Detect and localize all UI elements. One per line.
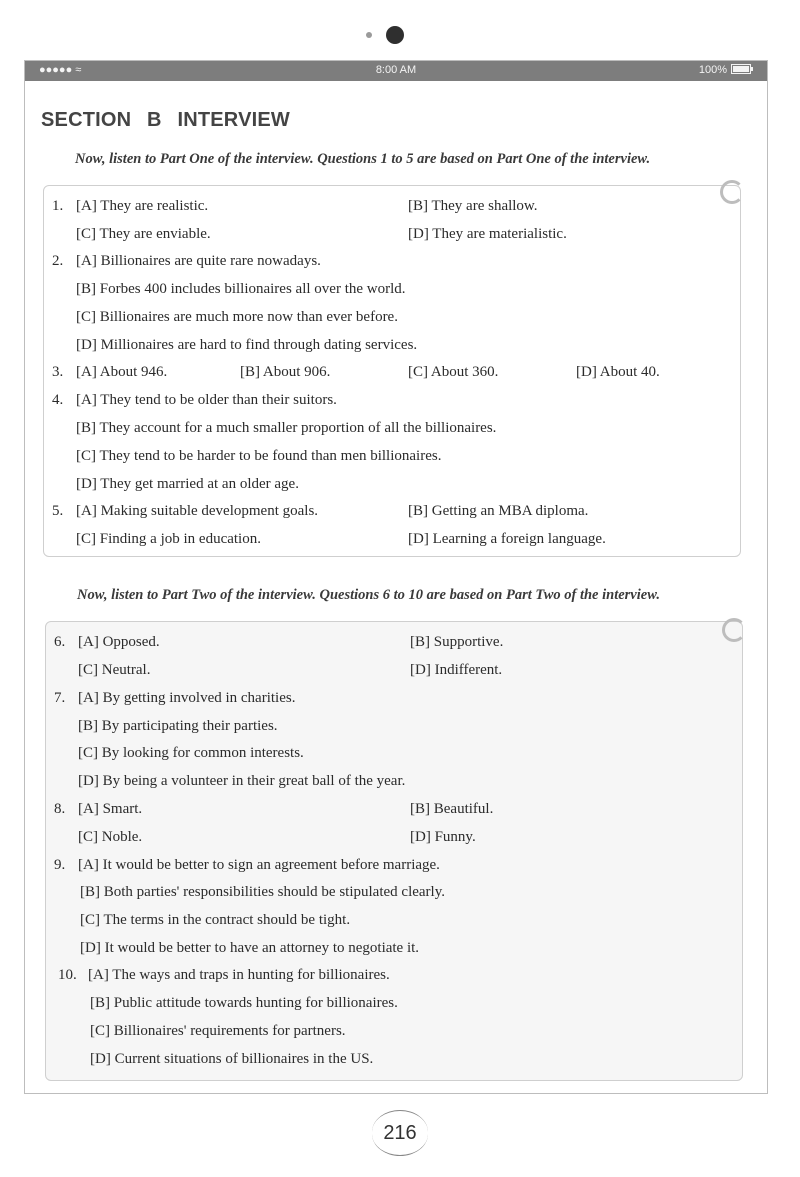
option-a[interactable]: [A] It would be better to sign an agreement before marriage. — [78, 857, 440, 873]
sensor-dot — [366, 32, 372, 38]
option-c[interactable]: [C] About 360. — [408, 364, 499, 380]
option-c[interactable]: [C] Neutral. — [78, 662, 151, 678]
question-number: 7. — [54, 690, 66, 706]
option-b[interactable]: [B] They are shallow. — [408, 198, 538, 214]
option-d[interactable]: [D] Funny. — [410, 829, 476, 845]
option-d[interactable]: [D] Millionaires are hard to find through dating services. — [76, 337, 418, 353]
option-c[interactable]: [C] The terms in the contract should be tight. — [80, 912, 351, 928]
option-c[interactable]: [C] By looking for common interests. — [78, 745, 304, 761]
page-number: 216 — [372, 1110, 428, 1156]
option-c[interactable]: [C] They tend to be harder to be found than men billionaires. — [76, 448, 442, 464]
binder-ring-icon — [720, 180, 744, 204]
question-number: 8. — [54, 801, 66, 817]
status-bar — [25, 61, 767, 81]
option-b[interactable]: [B] Getting an MBA diploma. — [408, 503, 589, 519]
signal-indicator: ●●●●● ≈ — [39, 64, 82, 76]
question-number: 2. — [52, 253, 64, 269]
option-a[interactable]: [A] Billionaires are quite rare nowadays. — [76, 253, 321, 269]
option-c[interactable]: [C] Billionaires' requirements for partners. — [90, 1023, 346, 1039]
option-a[interactable]: [A] The ways and traps in hunting for billionaires. — [88, 967, 390, 983]
option-d[interactable]: [D] Current situations of billionaires in the US. — [90, 1051, 374, 1067]
part-one-instruction: Now, listen to Part One of the interview. Questions 1 to 5 are based on Part One of the interview. — [75, 151, 651, 167]
option-a[interactable]: [A] Opposed. — [78, 634, 160, 650]
option-a[interactable]: [A] By getting involved in charities. — [78, 690, 296, 706]
option-a[interactable]: [A] About 946. — [76, 364, 168, 380]
question-number: 9. — [54, 857, 66, 873]
part-two-instruction: Now, listen to Part Two of the interview. Questions 6 to 10 are based on Part Two of the interview. — [77, 587, 660, 603]
question-number: 4. — [52, 392, 64, 408]
option-b[interactable]: [B] Supportive. — [410, 634, 504, 650]
part-two-questions — [45, 621, 743, 1081]
camera-dot — [386, 26, 404, 44]
status-time: 8:00 AM — [375, 64, 417, 76]
section-title: SECTION B INTERVIEW — [41, 109, 291, 131]
option-d[interactable]: [D] It would be better to have an attorney to negotiate it. — [80, 940, 420, 956]
option-b[interactable]: [B] They account for a much smaller proportion of all the billionaires. — [76, 420, 497, 436]
option-b[interactable]: [B] Public attitude towards hunting for billionaires. — [90, 995, 398, 1011]
option-b[interactable]: [B] Forbes 400 includes billionaires all over the world. — [76, 281, 406, 297]
option-a[interactable]: [A] They are realistic. — [76, 198, 209, 214]
option-d[interactable]: [D] They are materialistic. — [408, 226, 567, 242]
question-number: 3. — [52, 364, 64, 380]
option-b[interactable]: [B] Beautiful. — [410, 801, 494, 817]
question-number: 6. — [54, 634, 66, 650]
option-b[interactable]: [B] Both parties' responsibilities should be stipulated clearly. — [80, 884, 445, 900]
option-c[interactable]: [C] They are enviable. — [76, 226, 211, 242]
option-c[interactable]: [C] Noble. — [78, 829, 143, 845]
option-d[interactable]: [D] Learning a foreign language. — [408, 531, 606, 547]
binder-ring-icon — [722, 618, 746, 642]
option-d[interactable]: [D] By being a volunteer in their great ball of the year. — [78, 773, 406, 789]
battery-indicator — [699, 64, 751, 76]
option-b[interactable]: [B] About 906. — [240, 364, 331, 380]
part-one-questions — [43, 185, 741, 557]
option-a[interactable]: [A] Making suitable development goals. — [76, 503, 319, 519]
option-c[interactable]: [C] Finding a job in education. — [76, 531, 261, 547]
option-b[interactable]: [B] By participating their parties. — [78, 718, 278, 734]
option-a[interactable]: [A] They tend to be older than their suitors. — [76, 392, 337, 408]
option-d[interactable]: [D] Indifferent. — [410, 662, 503, 678]
question-number: 10. — [58, 967, 77, 983]
battery-level: 100% — [698, 64, 727, 76]
option-d[interactable]: [D] About 40. — [576, 364, 660, 380]
battery-icon — [731, 64, 751, 74]
question-number: 1. — [52, 198, 64, 214]
question-number: 5. — [52, 503, 64, 519]
tablet-screen — [24, 60, 768, 1094]
option-d[interactable]: [D] They get married at an older age. — [76, 476, 299, 492]
option-c[interactable]: [C] Billionaires are much more now than ever before. — [76, 309, 398, 325]
option-a[interactable]: [A] Smart. — [78, 801, 143, 817]
camera-lens — [366, 26, 402, 46]
